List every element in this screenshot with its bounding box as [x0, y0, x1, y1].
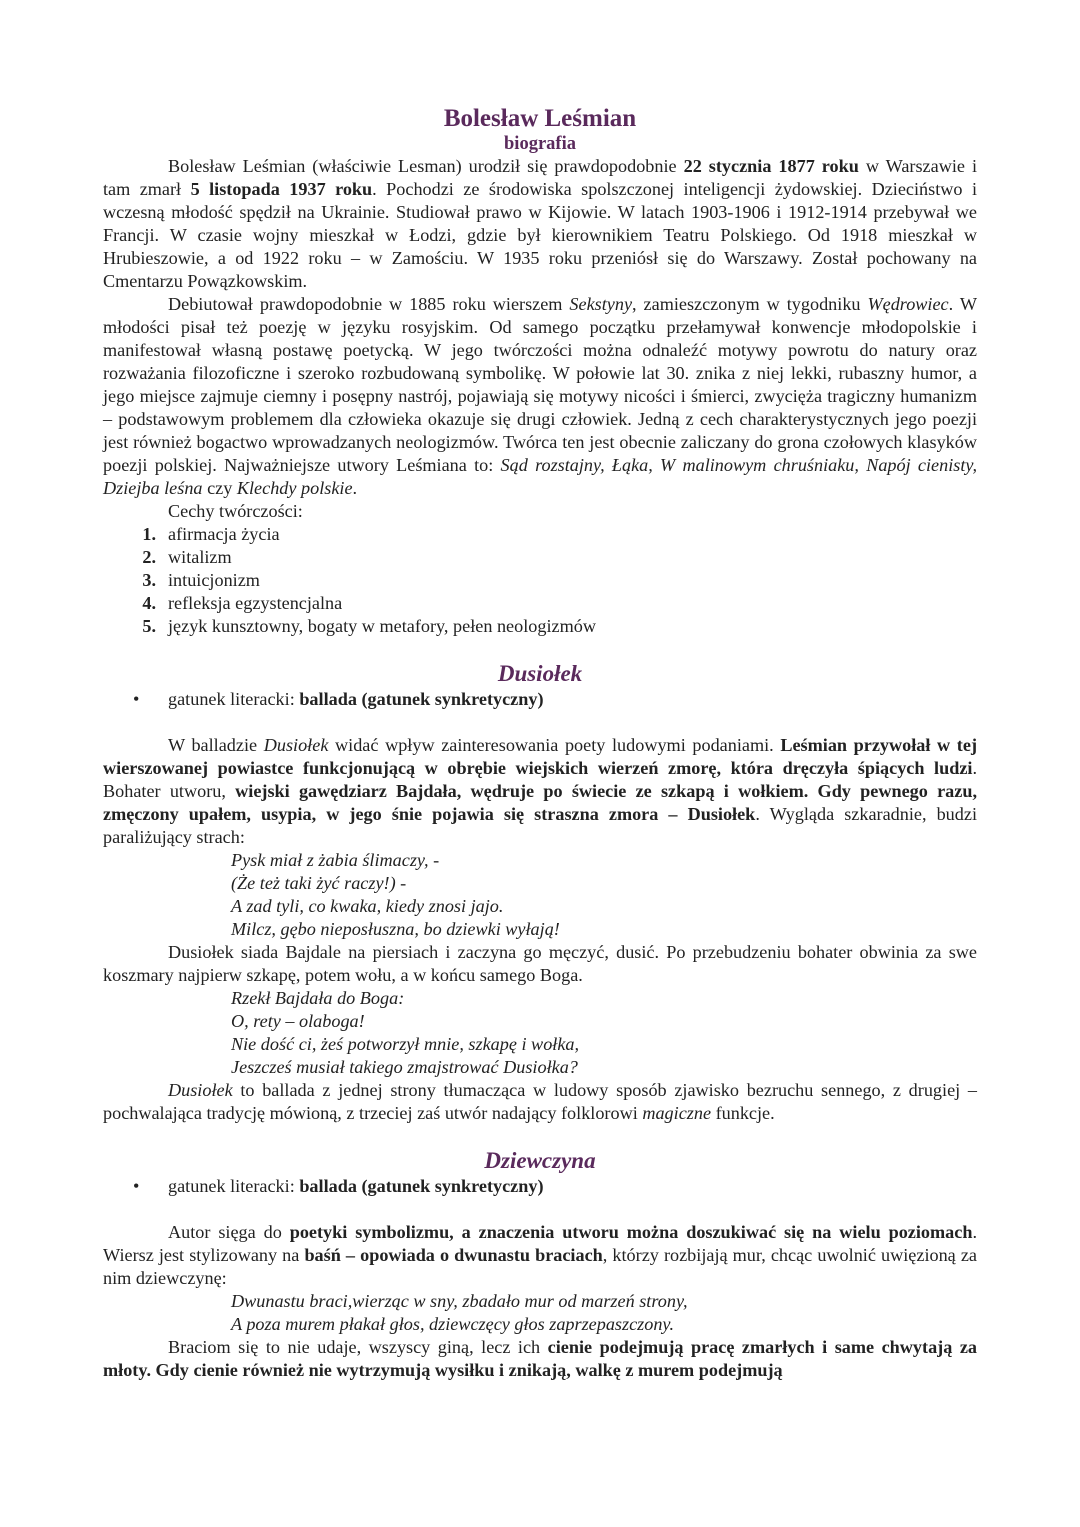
bullet-icon: • [133, 689, 140, 709]
list-number: 2. [142, 547, 156, 567]
document-subtitle: biografia [504, 134, 576, 154]
text-run: . W młodości pisał też poezję w języku rosyjskim. Od samego początku przełamywał konwencje młodopolskie i manifestował własną postawę poetycką. W jego twórczości można odnaleźć motywy powrotu do natury oraz rozważania filozoficzne i szeroko rozbudowaną symbolikę. W połowie lat 30. znika z niej lekki, rubaszny humor, a jego miejsce zajmuje ciemny i posępny nastrój, pojawiają się motywy nicości i śmierci, zwycięża tragiczny humanizm – podstawowym problemem dla człowieka okazuje się drugi człowiek. Jedną z cech charakterystycznych jego poezji jest również bogactwo wprowadzanych neologizmów. Twórca ten jest obecnie zaliczany do grona czołowych klasyków poezji polskiej. Najważniejsze utwory Leśmiana to: [103, 294, 977, 475]
bold-text: 5 listopada 1937 roku [190, 179, 373, 199]
verse-quote [103, 987, 977, 1079]
bio-paragraph [103, 155, 977, 293]
text-run: to ballada z jednej strony tłumacząca w ludowy sposób zjawisko bezruchu sennego, z drugiej – pochwalająca tradycję mówioną, z trzeciej zaś utwór nadający folklorowi [103, 1080, 977, 1123]
list-text: witalizm [168, 547, 232, 567]
verse-line: (Że też taki żyć raczy!) - [231, 873, 407, 893]
genre-label: gatunek literacki: [168, 689, 300, 709]
italic-text: Dusiołek [168, 1080, 233, 1100]
verse-line: Nie dość ci, żeś potworzył mnie, szkapę i wołka, [231, 1034, 580, 1054]
document-title: Bolesław Leśmian [443, 105, 637, 132]
list-item [103, 615, 977, 638]
list-number: 4. [142, 593, 156, 613]
bullet-icon: • [133, 1176, 140, 1196]
bold-text: Leśmian przywołał w tej wierszowanej powiastce funkcjonującą w obrębie wiejskich wierzeń zmorę, która dręczyła śpiących ludzi [103, 735, 977, 778]
genre-bullet [103, 688, 977, 711]
text-run: Dusiołek siada Bajdale na piersiach i zaczyna go męczyć, dusić. Po przebudzeniu bohater obwinia za swe koszmary najpierw szkapę, potem wołu, a w końcu samego Boga. [103, 942, 977, 985]
section-heading-dziewczyna: Dziewczyna [484, 1148, 596, 1173]
verse-line: Pysk miał z żabia ślimaczy, - [231, 850, 440, 870]
section-paragraph [103, 734, 977, 849]
list-item [103, 569, 977, 592]
italic-text: Sekstyny [569, 294, 633, 314]
text-run: widać wpływ zainteresowania poety ludowymi podaniami. [328, 735, 781, 755]
genre-value: ballada (gatunek synkretyczny) [299, 1176, 544, 1196]
verse-quote [103, 849, 977, 941]
list-number: 3. [142, 570, 156, 590]
text-run: funkcje. [711, 1103, 775, 1123]
section-heading-dusiolek: Dusiołek [497, 661, 583, 686]
list-item [103, 523, 977, 546]
list-number: 1. [142, 524, 156, 544]
verse-line: Milcz, gębo nieposłuszna, bo dziewki wyłają! [231, 919, 560, 939]
document-page [103, 104, 977, 1382]
section-paragraph [103, 941, 977, 987]
list-item [103, 592, 977, 615]
verse-quote [103, 1290, 977, 1336]
bold-text: wiejski gawędziarz Bajdała, wędruje po świecie ze szkapą i wołkiem. Gdy pewnego razu, zmęczony upałem, usypia, w jego śnie pojawia się straszna zmora – Dusiołek [103, 781, 977, 824]
verse-line: Dwunastu braci,wierząc w sny, zbadało mur od marzeń strony, [231, 1291, 688, 1311]
features-list [103, 523, 977, 638]
text-run: Bolesław Leśmian (właściwie Lesman) urodził się prawdopodobnie [168, 156, 684, 176]
verse-line: A poza murem płakał głos, dziewczęcy głos zaprzepaszczony. [231, 1314, 675, 1334]
text-run: , którzy rozbijają mur, chcąc uwolnić uwięzioną za nim dziewczynę: [103, 1245, 977, 1288]
text-run: , zamieszczonym w tygodniku [632, 294, 868, 314]
bold-text: baśń – opowiada o dwunastu braciach [304, 1245, 603, 1265]
features-label: Cechy twórczości: [168, 501, 303, 521]
text-run: Braciom się to nie udaje, wszyscy giną, lecz ich [168, 1337, 548, 1357]
text-run: Debiutował prawdopodobnie w 1885 roku wierszem [168, 294, 570, 314]
text-run: czy [202, 478, 237, 498]
text-run: . Wygląda szkaradnie, budzi paraliżujący strach: [103, 804, 977, 847]
list-text: intuicjonizm [168, 570, 260, 590]
verse-line: Rzekł Bajdała do Boga: [231, 988, 405, 1008]
bold-text: cienie podejmują pracę zmarłych i same chwytają za młoty. Gdy cienie również nie wytrzymują wysiłku i znikają, walkę z murem podejmują [103, 1337, 977, 1380]
text-run: . [352, 478, 358, 498]
list-text: afirmacja życia [168, 524, 280, 544]
list-text: język kunsztowny, bogaty w metafory, pełen neologizmów [168, 616, 596, 636]
bold-text: poetyki symbolizmu, a znaczenia utworu można doszukiwać się na wielu poziomach [289, 1222, 973, 1242]
verse-line: O, rety – olaboga! [231, 1011, 365, 1031]
text-run: . Pochodzi ze środowiska spolszczonej inteligencji żydowskiej. Dzieciństwo i wczesną młodość spędził na Ukrainie. Studiował prawo w Kijowie. W latach 1903-1906 i 1912-1914 przebywał we Francji. W czasie wojny mieszkał w Łodzi, gdzie był kierownikiem Teatru Polskiego. Od 1918 mieszkał w Hrubieszowie, a od 1922 roku – w Zamościu. W 1935 roku przeniósł się do Warszawy. Został pochowany na Cmentarzu Powązkowskim. [103, 179, 977, 291]
list-number: 5. [142, 616, 156, 636]
text-run: w Warszawie i tam zmarł [103, 156, 977, 199]
verse-line: Jeszcześ musiał takiego zmajstrować Dusiołka? [231, 1057, 578, 1077]
italic-text: magiczne [642, 1103, 712, 1123]
italic-text: Dusiołek [263, 735, 329, 755]
section-paragraph [103, 1221, 977, 1290]
text-run: . Wiersz jest stylizowany na [103, 1222, 977, 1265]
text-run: Autor sięga do [168, 1222, 290, 1242]
italic-text: Wędrowiec [867, 294, 949, 314]
italic-text: Klechdy polskie [236, 478, 353, 498]
bold-text: 22 stycznia 1877 roku [683, 156, 859, 176]
text-run: W balladzie [168, 735, 264, 755]
section-paragraph [103, 1336, 977, 1382]
bio-paragraph [103, 293, 977, 500]
genre-bullet [103, 1175, 977, 1198]
section-paragraph [103, 1079, 977, 1125]
genre-value: ballada (gatunek synkretyczny) [299, 689, 544, 709]
text-run: . Bohater utworu, [103, 758, 977, 801]
list-item [103, 546, 977, 569]
list-text: refleksja egzystencjalna [168, 593, 343, 613]
verse-line: A zad tyli, co kwaka, kiedy znosi jajo. [231, 896, 504, 916]
genre-label: gatunek literacki: [168, 1176, 300, 1196]
italic-text: Sąd rozstajny, Łąka, W malinowym chruśniaku, Napój cienisty, Dziejba leśna [103, 455, 977, 498]
